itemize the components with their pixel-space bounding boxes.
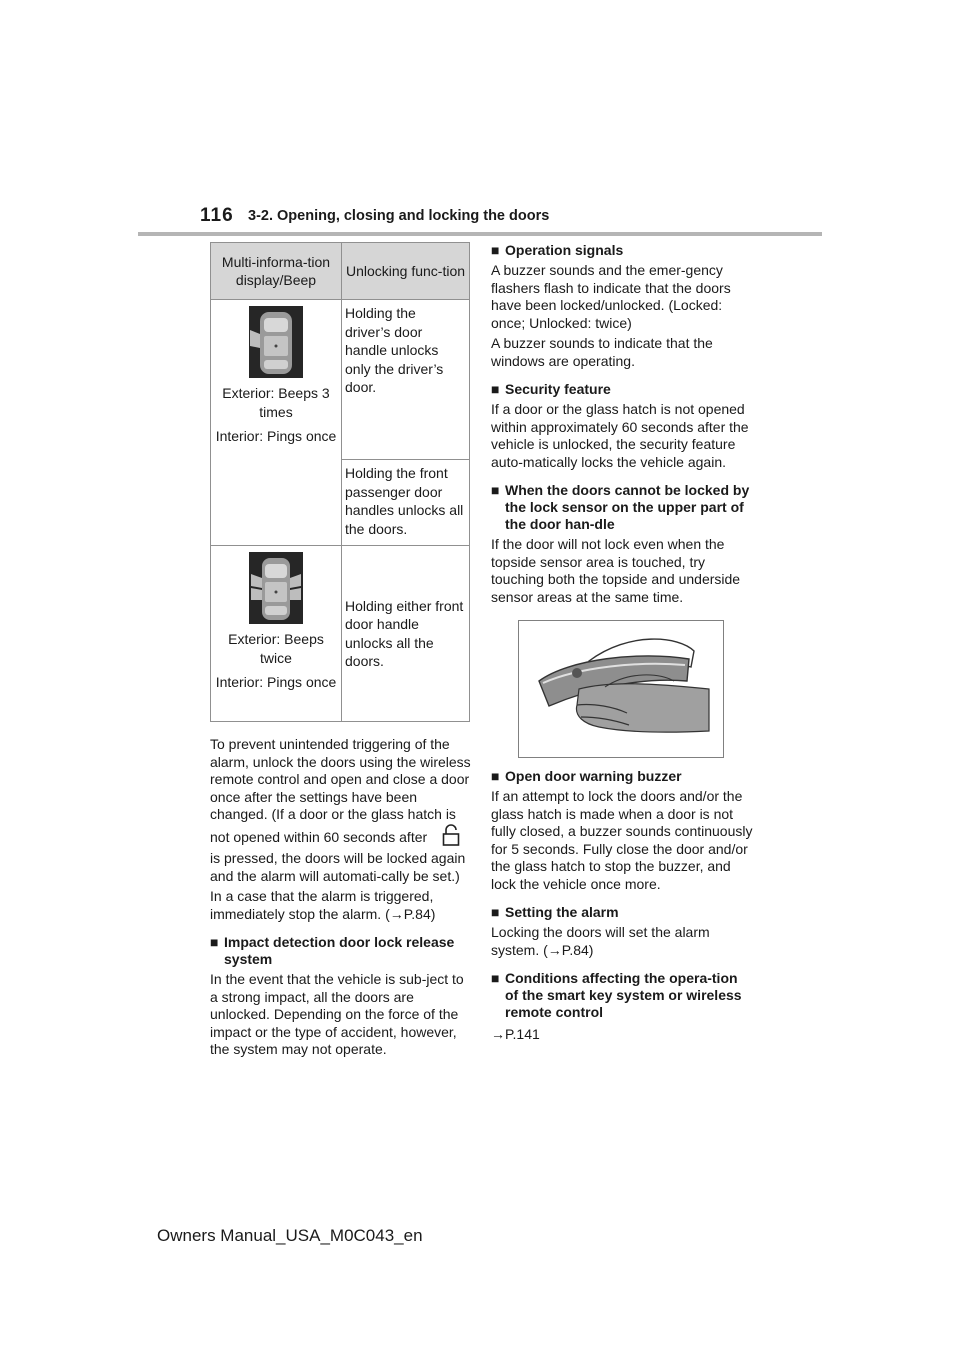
square-bullet-icon: ■ bbox=[210, 934, 219, 950]
smart-key-conditions-heading: ■ Conditions affecting the opera-tion of the smart key system or wireless remote control bbox=[491, 970, 742, 1020]
table-cell-function-driver: Holding the driver’s door handle unlocks only the driver’s door. bbox=[342, 300, 470, 460]
table-cell-display-row2 bbox=[211, 546, 342, 722]
footer-manual-id: Owners Manual_USA_M0C043_en bbox=[157, 1226, 423, 1245]
setting-alarm-body: Locking the doors will set the alarm system. (→P.84) bbox=[491, 924, 710, 958]
lock-sensor-heading: ■ When the doors cannot be locked by the lock sensor on the upper part of the door han-dle bbox=[491, 482, 750, 532]
alarm-stop-paragraph: In a case that the alarm is triggered, immediately stop the alarm. (→P.84) bbox=[210, 888, 436, 922]
impact-detection-body: In the event that the vehicle is sub-ject to a strong impact, all the doors are unlocked. Depending on the force of the impact or the type of accident, however, the system may not operate. bbox=[210, 971, 464, 1057]
security-feature-body: If a door or the glass hatch is not opened within approximately 60 seconds after the vehicle is unlocked, the security feature auto-matically locks the vehicle again. bbox=[491, 401, 749, 470]
interior-pings-1: Interior: Pings once bbox=[215, 428, 337, 444]
lock-icon bbox=[441, 824, 461, 851]
exterior-beeps-3: Exterior: Beeps 3 times bbox=[222, 385, 330, 420]
square-bullet-icon: ■ bbox=[491, 768, 500, 784]
square-bullet-icon: ■ bbox=[491, 381, 500, 397]
interior-pings-2: Interior: Pings once bbox=[215, 674, 337, 690]
unlocking-function-table bbox=[210, 242, 470, 722]
lock-sensor-body: If the door will not lock even when the topside sensor area is touched, try touching both the topside and underside sensor areas at the same time. bbox=[491, 536, 741, 605]
square-bullet-icon: ■ bbox=[491, 904, 500, 920]
square-bullet-icon: ■ bbox=[491, 482, 500, 498]
impact-detection-heading: ■ Impact detection door lock release system bbox=[210, 934, 455, 967]
square-bullet-icon: ■ bbox=[491, 242, 500, 258]
door-warning-buzzer-body: If an attempt to lock the doors and/or the glass hatch is made when a door is not fully closed, a buzzer sounds continuously for 5 seconds. Fully close the door and/or the glass hatch to stop the buzzer, and lock the vehicle once more. bbox=[491, 788, 753, 892]
table-cell-function-either: Holding either front door handle unlocks all the doors. bbox=[342, 546, 470, 722]
operation-signals-body-2: A buzzer sounds to indicate that the windows are operating. bbox=[491, 335, 713, 369]
header-rule bbox=[138, 232, 822, 236]
car-all-doors-open-icon bbox=[249, 552, 303, 624]
table-cell-function-passenger: Holding the front passenger door handles unlocks all the doors. bbox=[342, 460, 470, 546]
operation-signals-heading: ■ Operation signals bbox=[491, 242, 624, 258]
section-title: 3-2. Opening, closing and locking the doors bbox=[248, 208, 550, 224]
right-column bbox=[491, 242, 753, 1047]
car-driver-door-open-icon bbox=[249, 306, 303, 378]
table-header-display: Multi-informa-tion display/Beep bbox=[211, 243, 342, 300]
table-cell-display-row1 bbox=[211, 300, 342, 546]
smart-key-conditions-ref[interactable]: →P.141 bbox=[491, 1026, 540, 1042]
exterior-beeps-2: Exterior: Beeps twice bbox=[228, 631, 324, 666]
setting-alarm-heading: ■ Setting the alarm bbox=[491, 904, 619, 920]
table-header-function: Unlocking func-tion bbox=[342, 243, 470, 300]
page-number: 116 bbox=[200, 205, 234, 226]
door-warning-buzzer-heading: ■ Open door warning buzzer bbox=[491, 768, 682, 784]
security-feature-heading: ■ Security feature bbox=[491, 381, 611, 397]
left-column bbox=[210, 242, 472, 1062]
square-bullet-icon: ■ bbox=[491, 970, 500, 986]
operation-signals-body-1: A buzzer sounds and the emer-gency flashers flash to indicate that the doors have been locked/unlocked. (Locked: once; Unlocked: twice) bbox=[491, 262, 731, 331]
alarm-trigger-paragraph: To prevent unintended triggering of the alarm, unlock the doors using the wireless remote control and open and close a door once after the settings have been changed. (If a door or the glass hatch is not opened within 60 seconds after is pressed, the doors will be locked again and the alarm will automati-cally be set.) bbox=[210, 736, 471, 884]
door-handle-illustration bbox=[518, 620, 724, 758]
